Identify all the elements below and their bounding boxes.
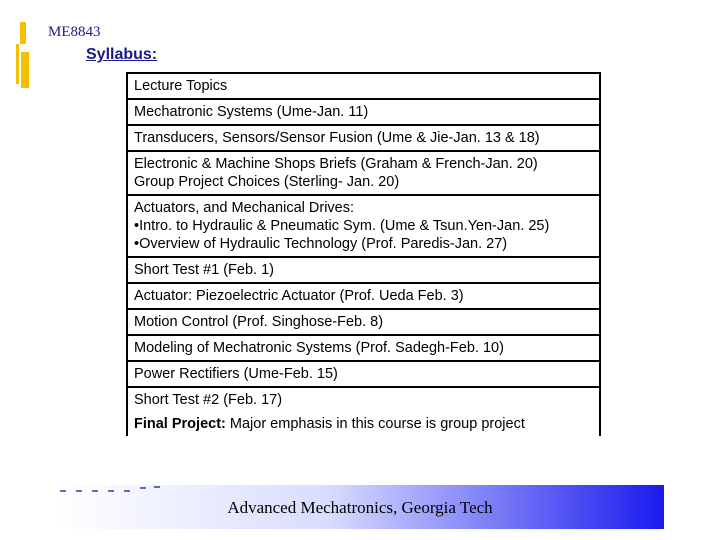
final-project-text: Major emphasis in this course is group project — [225, 416, 525, 432]
table-row — [128, 196, 599, 258]
table-row — [128, 284, 599, 310]
topic-line: Mechatronic Systems (Ume-Jan. 11) — [134, 104, 369, 120]
table-row — [128, 388, 599, 412]
table-row — [128, 126, 599, 152]
table-row — [128, 336, 599, 362]
table-body — [128, 100, 599, 412]
decorative-dash-strip — [58, 484, 168, 494]
gt-logo-icon — [16, 22, 30, 92]
topic-line: Modeling of Mechatronic Systems (Prof. Sadegh-Feb. 10) — [134, 340, 504, 356]
table-row — [128, 152, 599, 196]
table-row — [128, 362, 599, 388]
topic-line: Short Test #2 (Feb. 17) — [134, 392, 283, 408]
topic-line: •Overview of Hydraulic Technology (Prof. Paredis-Jan. 27) — [134, 236, 508, 252]
topic-line: Motion Control (Prof. Singhose-Feb. 8) — [134, 314, 384, 330]
topic-line: Electronic & Machine Shops Briefs (Graham & French-Jan. 20) — [134, 156, 538, 172]
topic-line: Power Rectifiers (Ume-Feb. 15) — [134, 366, 338, 382]
final-project-row — [128, 412, 599, 436]
final-project-label: Final Project: — [134, 416, 226, 432]
table-header — [128, 74, 599, 100]
topic-line: Short Test #1 (Feb. 1) — [134, 262, 274, 278]
table-header-label: Lecture Topics — [134, 78, 228, 94]
footer-text: Advanced Mechatronics, Georgia Tech — [227, 498, 493, 517]
topic-line: Transducers, Sensors/Sensor Fusion (Ume & Jie-Jan. 13 & 18) — [134, 130, 540, 146]
topic-line: Actuators, and Mechanical Drives: — [134, 200, 355, 216]
topic-line: Group Project Choices (Sterling- Jan. 20) — [134, 174, 400, 190]
table-row — [128, 258, 599, 284]
table-row — [128, 100, 599, 126]
page-title: Syllabus: — [86, 46, 158, 63]
topic-line: Actuator: Piezoelectric Actuator (Prof. Ueda Feb. 3) — [134, 288, 464, 304]
lecture-topics-table — [126, 72, 601, 436]
course-code: ME8843 — [48, 24, 101, 40]
table-row — [128, 310, 599, 336]
topic-line: •Intro. to Hydraulic & Pneumatic Sym. (Ume & Tsun.Yen-Jan. 25) — [134, 218, 550, 234]
